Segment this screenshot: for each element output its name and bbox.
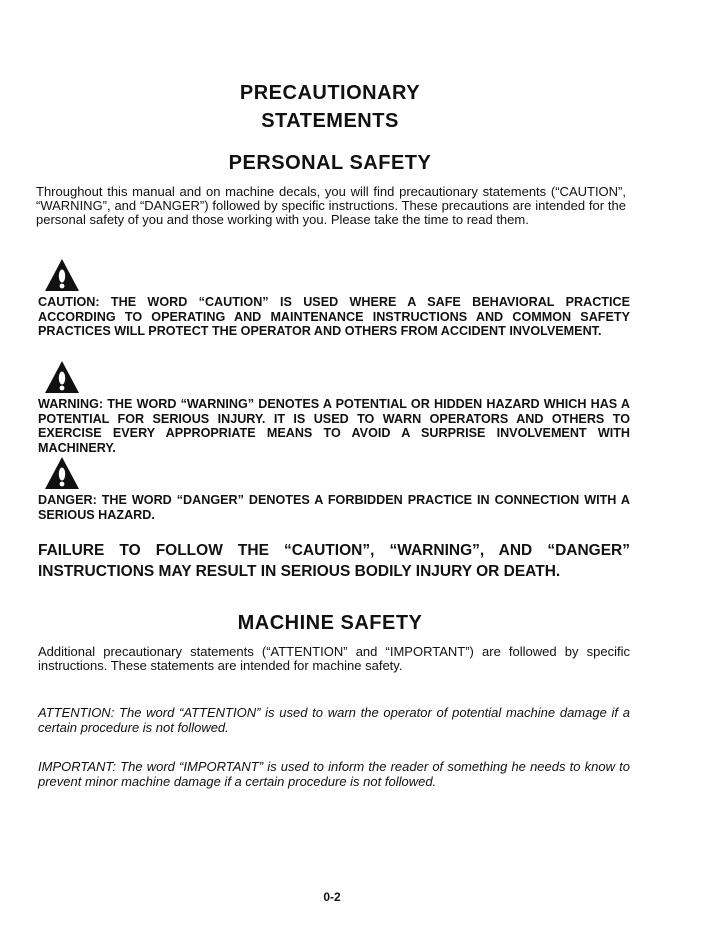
personal-safety-heading: PERSONAL SAFETY <box>228 152 432 174</box>
safety-alert-icon <box>44 360 80 394</box>
page-title-line1: PRECAUTIONARY <box>239 82 421 104</box>
page-number: 0-2 <box>323 890 341 904</box>
caution-statement: CAUTION: THE WORD “CAUTION” IS USED WHERE A SAFE BEHAVIORAL PRACTICE ACCORDING TO OPERATING AND MAINTENANCE INSTRUCTIONS AND COMMON SAFETY PRACTICES WILL PROTECT THE OPERATOR AND OTHERS FROM ACCIDENT INVOLVEMENT. <box>38 295 630 338</box>
safety-alert-icon <box>44 258 80 292</box>
warning-statement: WARNING: THE WORD “WARNING” DENOTES A POTENTIAL OR HIDDEN HAZARD WHICH HAS A POTENTIAL FOR SERIOUS INJURY. IT IS USED TO WARN OPERATORS AND OTHERS TO EXERCISE EVERY APPROPRIATE MEANS TO AVOID A SURPRISE INVOLVEMENT WITH MACHINERY. <box>38 397 630 455</box>
page-title-line2: STATEMENTS <box>261 110 399 132</box>
machine-safety-heading: MACHINE SAFETY <box>237 612 423 634</box>
attention-statement: ATTENTION: The word “ATTENTION” is used to warn the operator of potential machine damage if a certain procedure is not followed. <box>38 705 630 735</box>
important-statement: IMPORTANT: The word “IMPORTANT” is used to inform the reader of something he needs to know to prevent minor machine damage if a certain procedure is not followed. <box>38 759 630 789</box>
safety-alert-icon <box>44 456 80 490</box>
personal-safety-intro: Throughout this manual and on machine decals, you will find precautionary statements (“CAUTION”, “WARNING”, and “DANGER”) followed by specific instructions. These precautions are intended for the personal safety of you and those working with you. Please take the time to read them. <box>36 184 626 227</box>
failure-notice: FAILURE TO FOLLOW THE “CAUTION”, “WARNING”, AND “DANGER” INSTRUCTIONS MAY RESULT IN SERIOUS BODILY INJURY OR DEATH. <box>38 542 630 580</box>
machine-safety-intro: Additional precautionary statements (“ATTENTION” and “IMPORTANT”) are followed by specific instructions. These statements are intended for machine safety. <box>38 644 630 673</box>
danger-statement: DANGER: THE WORD “DANGER” DENOTES A FORBIDDEN PRACTICE IN CONNECTION WITH A SERIOUS HAZARD. <box>38 493 630 522</box>
